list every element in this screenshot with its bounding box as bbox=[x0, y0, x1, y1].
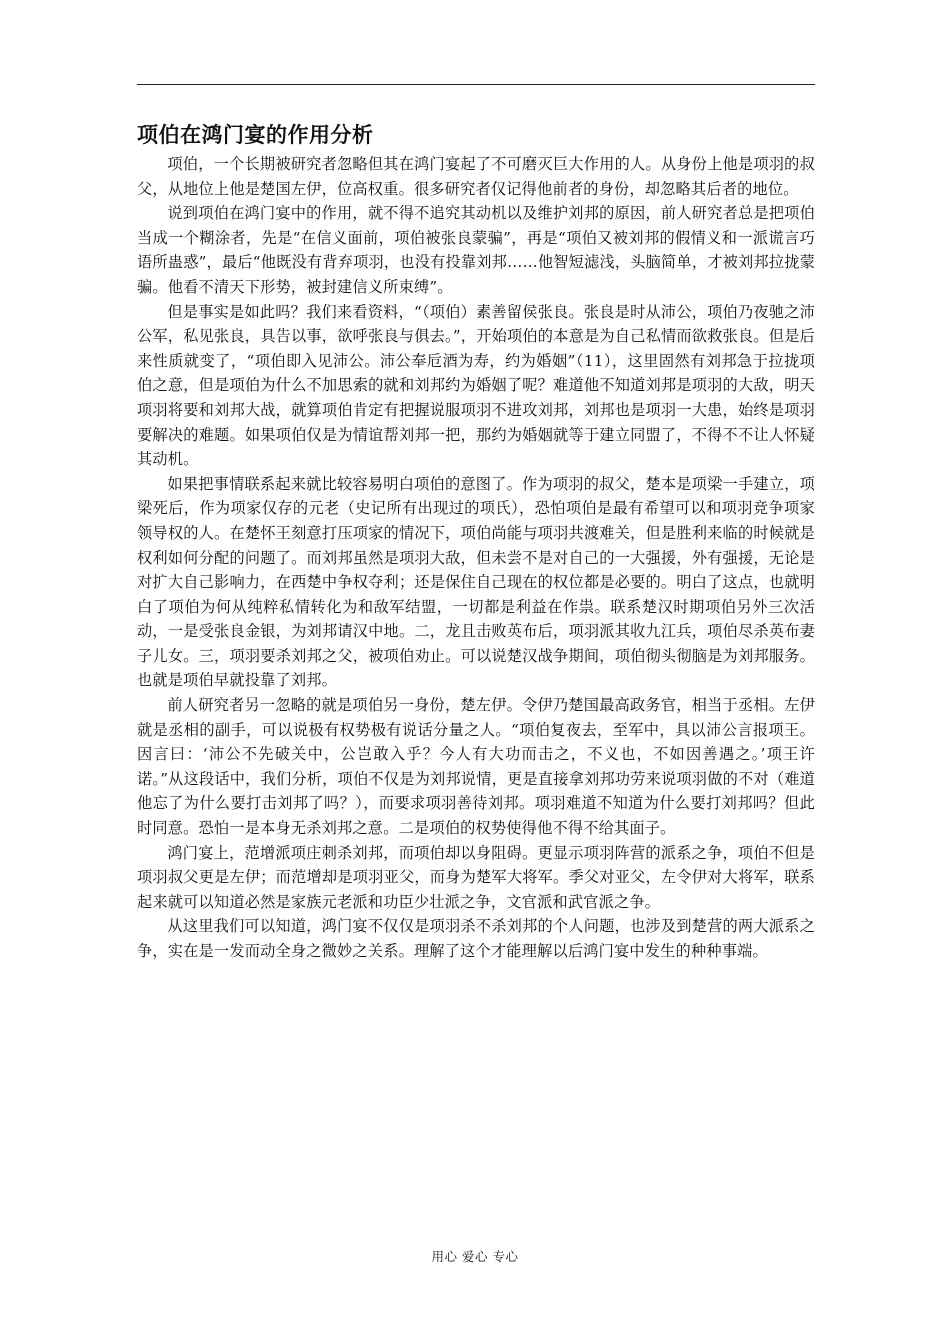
paragraph-2: 说到项伯在鸿门宴中的作用，就不得不追究其动机以及维护刘邦的原因，前人研究者总是把项伯当成一个糊涂者，先是“在信义面前，项伯被张良蒙骗”，再是“项伯又被刘邦的假情义和一派谎言巧语所蛊惑”，最后“他既没有背弃项羽，也没有投靠刘邦……他智短滤浅，头脑简单，才被刘邦拉拢蒙骗。他看不清天下形势，被封建信义所束缚”。 bbox=[137, 204, 815, 296]
paragraph-7: 从这里我们可以知道，鸿门宴不仅仅是项羽杀不杀刘邦的个人问题，也涉及到楚营的两大派系之争，实在是一发而动全身之微妙之关系。理解了这个才能理解以后鸿门宴中发生的种种事端。 bbox=[137, 917, 815, 960]
header-rule bbox=[137, 84, 815, 85]
paragraph-1: 项伯，一个长期被研究者忽略但其在鸿门宴起了不可磨灭巨大作用的人。从身份上他是项羽的叔父，从地位上他是楚国左伊，位高权重。很多研究者仅记得他前者的身份，却忽略其后者的地位。 bbox=[137, 155, 815, 198]
page-footer: 用心 爱心 专心 bbox=[431, 1249, 519, 1264]
article-body bbox=[137, 120, 815, 964]
paragraph-6: 鸿门宴上，范增派项庄刺杀刘邦，而项伯却以身阻碍。更显示项羽阵营的派系之争，项伯不但是项羽叔父更是左伊；而范增却是项羽亚父，而身为楚军大将军。季父对亚父，左令伊对大将军，联系起来就可以知道必然是家族元老派和功臣少壮派之争，文官派和武官派之争。 bbox=[137, 843, 815, 911]
paragraph-4: 如果把事情联系起来就比较容易明白项伯的意图了。作为项羽的叔父，楚本是项梁一手建立，项梁死后，作为项家仅存的元老（史记所有出现过的项氏），恐怕项伯是最有希望可以和项羽竞争项家领导权的人。在楚怀王刻意打压项家的情况下，项伯尚能与项羽共渡难关，但是胜利来临的时候就是权利如何分配的问题了。而刘邦虽然是项羽大敌，但未尝不是对自己的一大强援，外有强援，无论是对扩大自己影响力，在西楚中争权夺利；还是保住自己现在的权位都是必要的。明白了这点，也就明白了项伯为何从纯粹私情转化为和敌军结盟，一切都是利益在作祟。联系楚汉时期项伯另外三次活动，一是受张良金银，为刘邦请汉中地。二，龙且击败英布后，项羽派其收九江兵，项伯尽杀英布妻子儿女。三，项羽要杀刘邦之父，被项伯劝止。可以说楚汉战争期间，项伯彻头彻脑是为刘邦服务。也就是项伯早就投靠了刘邦。 bbox=[137, 474, 815, 690]
article-title: 项伯在鸿门宴的作用分析 bbox=[137, 123, 374, 147]
paragraph-5: 前人研究者另一忽略的就是项伯另一身份，楚左伊。令伊乃楚国最高政务官，相当于丞相。左伊就是丞相的副手，可以说极有权势极有说话分量之人。“项伯复夜去，至军中，具以沛公言报项王。因言曰：‘沛公不先破关中，公岂敢入乎？今人有大功而击之，不义也，不如因善遇之。’项王许诺。”从这段话中，我们分析，项伯不仅是为刘邦说情，更是直接拿刘邦功劳来说项羽做的不对（难道他忘了为什么要打击刘邦了吗？），而要求项羽善待刘邦。项羽难道不知道为什么要打刘邦吗？但此时同意。恐怕一是本身无杀刘邦之意。二是项伯的权势使得他不得不给其面子。 bbox=[137, 696, 815, 838]
paragraph-3: 但是事实是如此吗？我们来看资料，“（项伯）素善留侯张良。张良是时从沛公，项伯乃夜驰之沛公军，私见张良，具告以事，欲呼张良与俱去。”，开始项伯的本意是为自己私情而欲救张良。但是后来性质就变了，“项伯即入见沛公。沛公奉卮酒为寿，约为婚姻”（11），这里固然有刘邦急于拉拢项伯之意，但是项伯为什么不加思索的就和刘邦约为婚姻了呢？难道他不知道刘邦是项羽的大敌，明天项羽将要和刘邦大战，就算项伯肯定有把握说服项羽不进攻刘邦，刘邦也是项羽一大患，始终是项羽要解决的难题。如果项伯仅是为情谊帮刘邦一把，那约为婚姻就等于建立同盟了，不得不不让人怀疑其动机。 bbox=[137, 302, 815, 469]
